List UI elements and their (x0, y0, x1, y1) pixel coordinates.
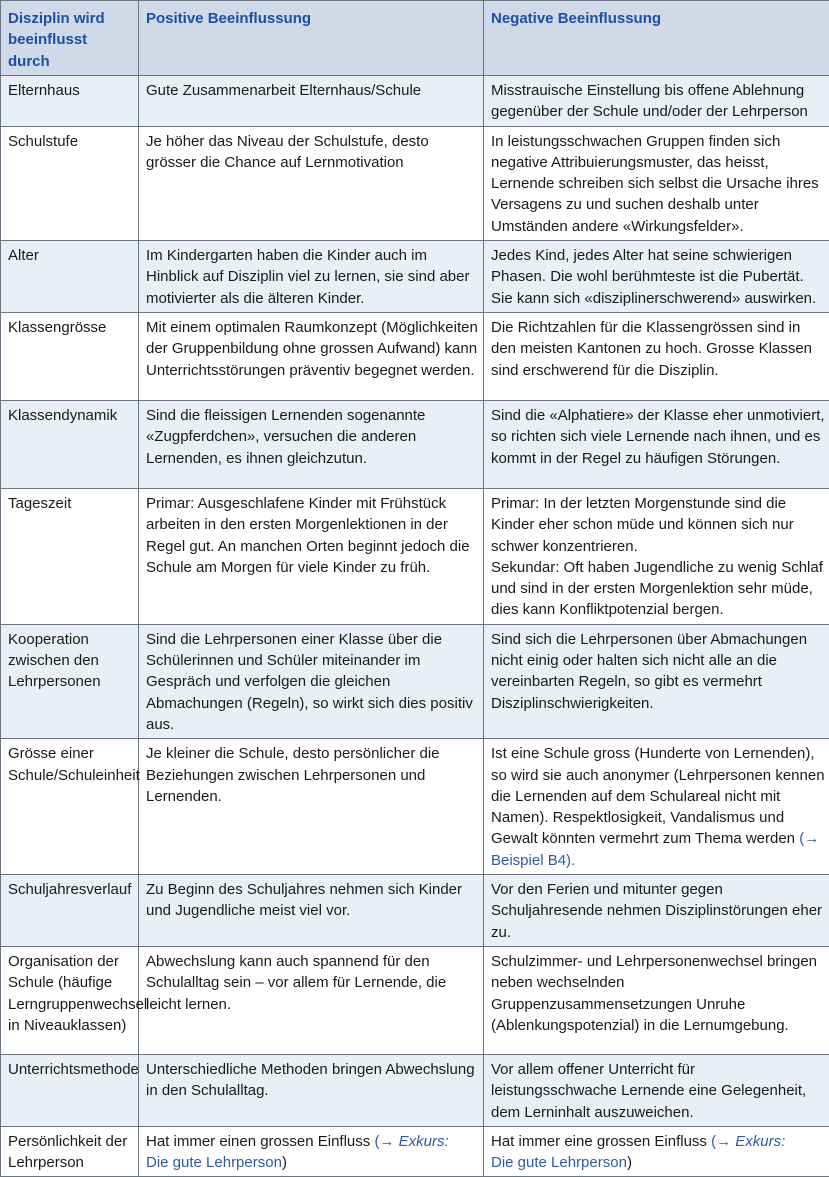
positive-text: Hat immer einen grossen Einfluss (146, 1133, 370, 1150)
positive-cell: Abwechslung kann auch spannend für den Schulalltag sein – vor allem für Lernende, die leicht lernen. (139, 946, 484, 1054)
factor-cell: Elternhaus (1, 76, 139, 127)
table-row (1, 312, 829, 400)
table-row (1, 1054, 829, 1126)
xref-label: Exkurs: (399, 1133, 449, 1150)
negative-cell (484, 1126, 829, 1177)
table-row (1, 624, 829, 738)
table-row (1, 76, 829, 127)
positive-cell: Sind die fleissigen Lernenden sogenannte «Zugpferdchen», versuchen die anderen Lernenden, es ihnen gleichzutun. (139, 400, 484, 488)
negative-cell (484, 739, 829, 875)
negative-cell: In leistungsschwachen Gruppen finden sich negative Attribuierungsmuster, das heisst, Lernende schreiben sich selbst die Ursache ihres Versagens zu und suchen deshalb unter Umständen andere «Wirkungsfelder». (484, 126, 829, 240)
negative-text: Hat immer eine grossen Einfluss (491, 1133, 707, 1150)
negative-text: Ist eine Schule gross (Hunderte von Lernenden), so wird sie auch anonymer (Lehrpersonen kennen die Lernenden auf dem Schulareal nicht mit Namen). Respektlosigkeit, Vandalismus und Gewalt könnten vermehrt zum Thema werden (491, 745, 825, 847)
table-row (1, 241, 829, 313)
factor-cell: Unterrichtsmethode (1, 1054, 139, 1126)
xref-close: ) (282, 1154, 287, 1171)
xref-open: (→ (711, 1133, 735, 1150)
xref-link-beispiel-b4[interactable]: (→ Beispiel B4). (491, 830, 819, 868)
factor-cell: Organisation der Schule (häufige Lerngruppenwechsel in Niveauklassen) (1, 946, 139, 1054)
factor-cell: Kooperation zwischen den Lehrpersonen (1, 624, 139, 738)
factor-cell: Persönlichkeit der Lehrperson (1, 1126, 139, 1177)
table-row (1, 875, 829, 947)
negative-text-primar: Primar: In der letzten Morgenstunde sind die Kinder eher schon müde und können sich nur schwer konzentrieren. (491, 493, 825, 557)
negative-cell: Jedes Kind, jedes Alter hat seine schwierigen Phasen. Die wohl berühmteste ist die Pubertät. Sie kann sich «disziplinerschwerend» auswirken. (484, 241, 829, 313)
negative-cell: Vor allem offener Unterricht für leistungsschwache Lernende eine Gelegenheit, dem Lerninhalt auszuweichen. (484, 1054, 829, 1126)
factor-cell: Schuljahresverlauf (1, 875, 139, 947)
factor-cell: Tageszeit (1, 488, 139, 624)
negative-cell (484, 488, 829, 624)
xref-title: Die gute Lehrperson (146, 1154, 282, 1171)
positive-cell: Primar: Ausgeschlafene Kinder mit Frühstück arbeiten in den ersten Morgenlektionen in der Regel gut. An manchen Orten beginnt jedoch die Schule am Morgen für viele Kinder zu früh. (139, 488, 484, 624)
positive-cell: Unterschiedliche Methoden bringen Abwechslung in den Schulalltag. (139, 1054, 484, 1126)
factor-cell: Grösse einer Schule/Schuleinheit (1, 739, 139, 875)
factor-cell: Alter (1, 241, 139, 313)
positive-cell: Je höher das Niveau der Schulstufe, desto grösser die Chance auf Lernmotivation (139, 126, 484, 240)
positive-cell (139, 1126, 484, 1177)
negative-text-sekundar: Sekundar: Oft haben Jugendliche zu wenig Schlaf und sind in der ersten Morgenlektion sehr müde, dies kann Konfliktpotenzial bergen. (491, 557, 825, 621)
negative-cell: Vor den Ferien und mitunter gegen Schuljahresende nehmen Disziplinstörungen eher zu. (484, 875, 829, 947)
negative-cell: Misstrauische Einstellung bis offene Ablehnung gegenüber der Schule und/oder der Lehrperson (484, 76, 829, 127)
positive-cell: Im Kindergarten haben die Kinder auch im Hinblick auf Disziplin viel zu lernen, sie sind aber motivierter als die älteren Kinder. (139, 241, 484, 313)
positive-cell: Zu Beginn des Schuljahres nehmen sich Kinder und Jugendliche meist viel vor. (139, 875, 484, 947)
header-positive: Positive Beeinflussung (139, 1, 484, 76)
table-row (1, 1126, 829, 1177)
header-factor: Disziplin wird beeinflusst durch (1, 1, 139, 76)
negative-cell: Sind die «Alphatiere» der Klasse eher unmotiviert, so richten sich viele Lernende nach ihnen, und es kommt in der Regel zu häufigen Störungen. (484, 400, 829, 488)
positive-cell: Mit einem optimalen Raumkonzept (Möglichkeiten der Gruppenbildung ohne grossen Aufwand) kann Unterrichtsstörungen präventiv begegnet werden. (139, 312, 484, 400)
positive-cell: Je kleiner die Schule, desto persönlicher die Beziehungen zwischen Lehrpersonen und Lernenden. (139, 739, 484, 875)
xref-close: ) (627, 1154, 632, 1171)
factor-cell: Klassengrösse (1, 312, 139, 400)
xref-open: (→ (374, 1133, 398, 1150)
xref-title: Die gute Lehrperson (491, 1154, 627, 1171)
header-row (1, 1, 829, 76)
factor-cell: Klassendynamik (1, 400, 139, 488)
factor-cell: Schulstufe (1, 126, 139, 240)
positive-cell: Sind die Lehrpersonen einer Klasse über die Schülerinnen und Schüler miteinander im Gespräch und verfolgen die gleichen Abmachungen (Regeln), so wirkt sich dies positiv aus. (139, 624, 484, 738)
header-negative: Negative Beeinflussung (484, 1, 829, 76)
negative-cell: Sind sich die Lehrpersonen über Abmachungen nicht einig oder halten sich nicht alle an die vereinbarten Regeln, so gibt es vermehrt Disziplinschwierigkeiten. (484, 624, 829, 738)
table-row (1, 400, 829, 488)
table-row (1, 739, 829, 875)
positive-cell: Gute Zusammenarbeit Elternhaus/Schule (139, 76, 484, 127)
negative-cell: Die Richtzahlen für die Klassengrössen sind in den meisten Kantonen zu hoch. Grosse Klassen sind erschwerend für die Disziplin. (484, 312, 829, 400)
table-row (1, 488, 829, 624)
xref-label: Exkurs: (735, 1133, 785, 1150)
table-row (1, 126, 829, 240)
negative-cell: Schulzimmer- und Lehrpersonenwechsel bringen neben wechselnden Gruppenzusammensetzungen Unruhe (Ablenkungspotenzial) in die Lernumgebung. (484, 946, 829, 1054)
table-row (1, 946, 829, 1054)
